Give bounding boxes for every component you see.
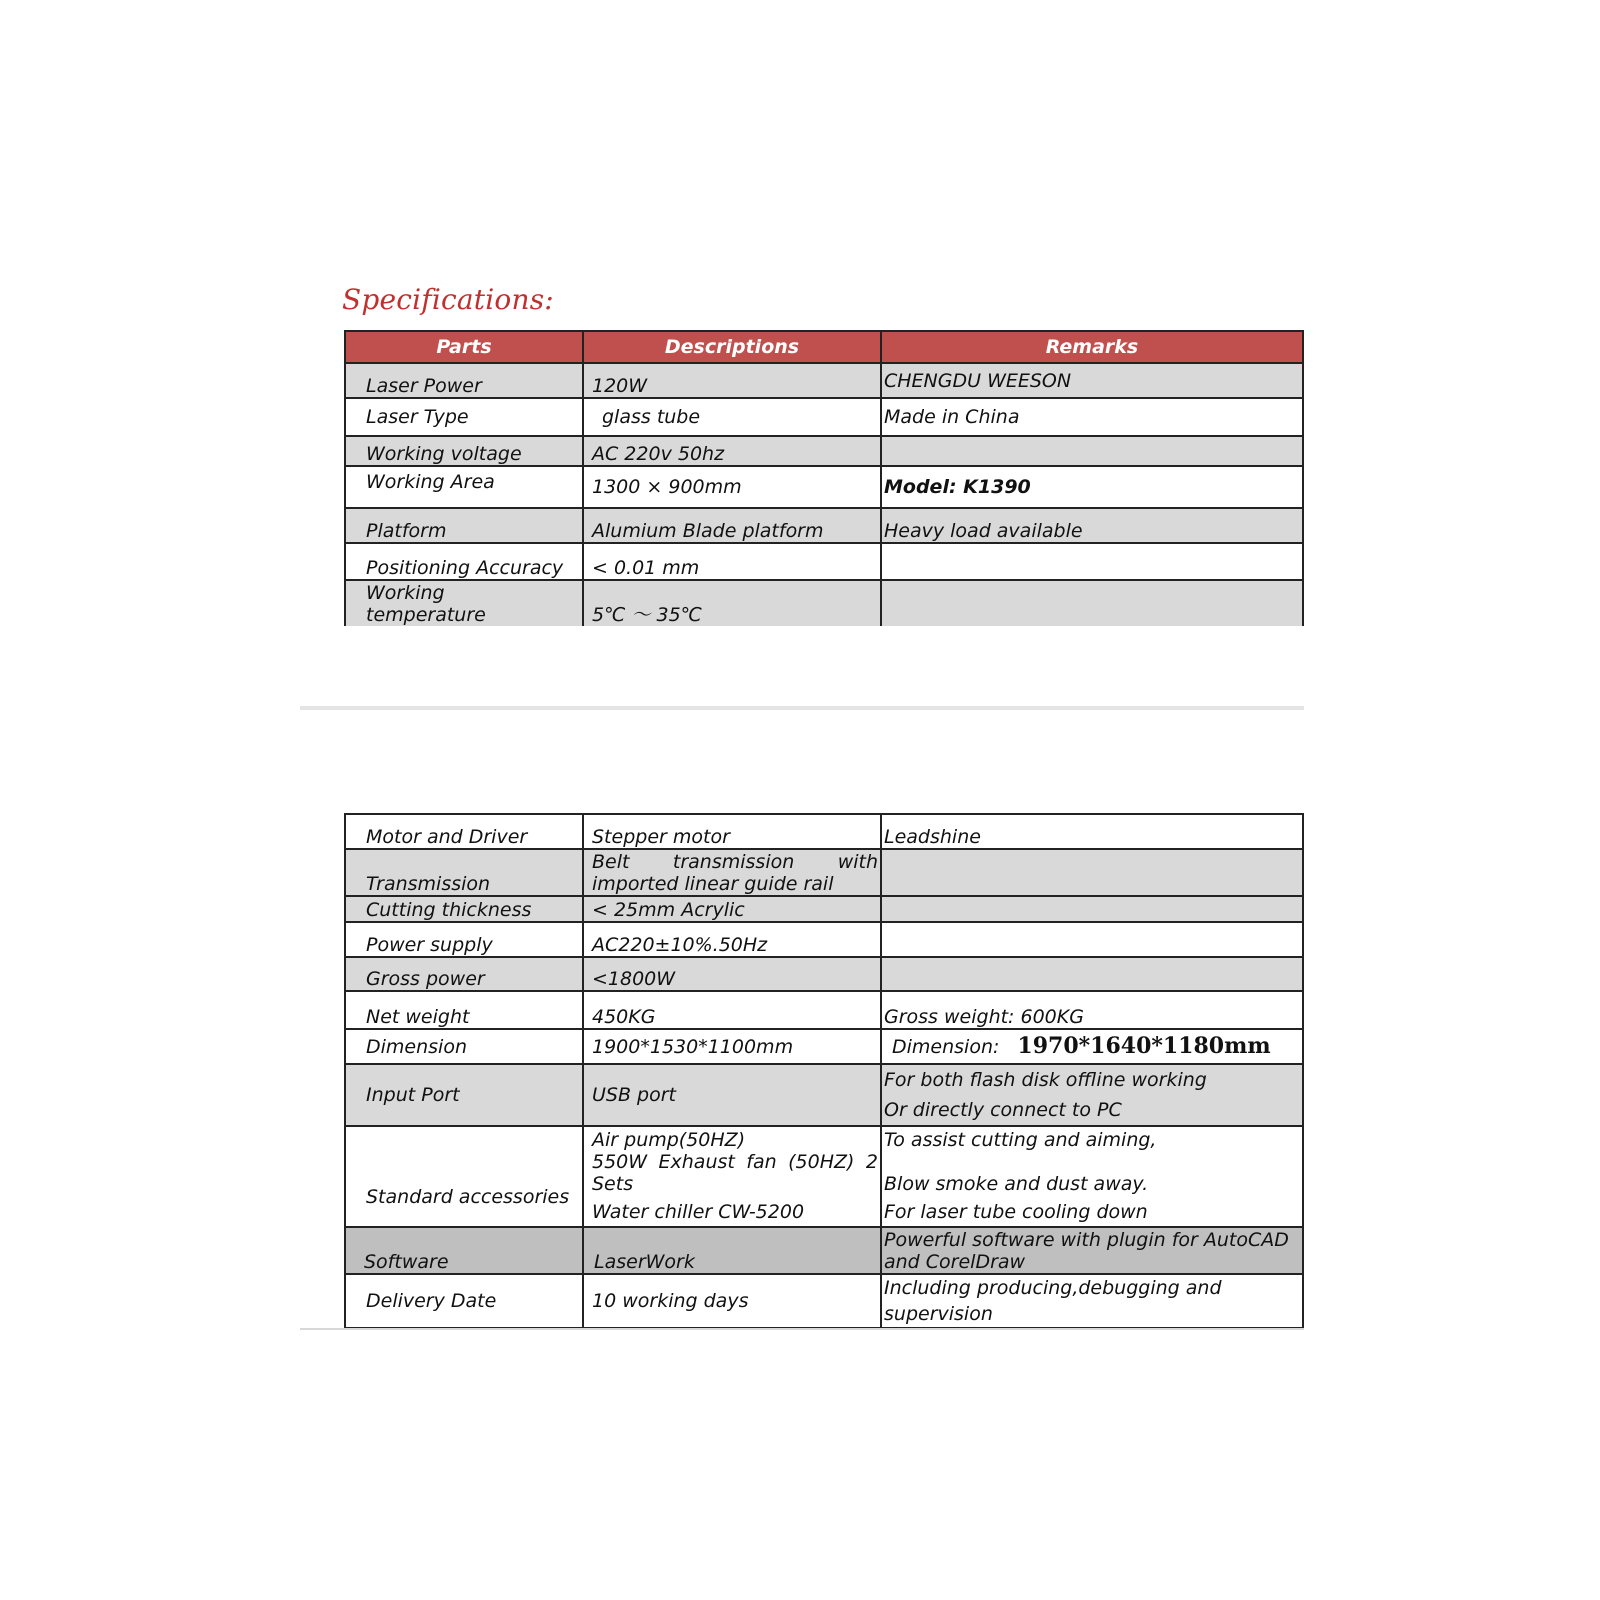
description-cell: AC 220v 50hz — [583, 436, 881, 466]
part-cell: Gross power — [345, 957, 583, 991]
description-line: imported linear guide rail — [592, 873, 834, 895]
remark-cell: CHENGDU WEESON — [881, 363, 1303, 398]
remark-cell — [881, 1274, 1303, 1328]
table-row — [345, 543, 1303, 580]
description-cell: USB port — [583, 1064, 881, 1126]
description-cell: 450KG — [583, 991, 881, 1029]
table-row — [345, 1227, 1303, 1274]
part-cell: Software — [345, 1227, 583, 1274]
table-row — [345, 922, 1303, 957]
remark-line: To assist cutting and aiming, — [884, 1129, 1157, 1151]
description-cell: LaserWork — [583, 1227, 881, 1274]
part-cell: Dimension — [345, 1029, 583, 1064]
table-row — [345, 1064, 1303, 1126]
part-cell: Net weight — [345, 991, 583, 1029]
remark-cell — [881, 436, 1303, 466]
part-cell: Laser Power — [345, 363, 583, 398]
table-row — [345, 1274, 1303, 1328]
remark-cell — [881, 957, 1303, 991]
table-row — [345, 957, 1303, 991]
description-cell — [583, 1126, 881, 1227]
remark-cell — [881, 1126, 1303, 1227]
description-cell: AC220±10%.50Hz — [583, 922, 881, 957]
description-cell: <1800W — [583, 957, 881, 991]
description-cell: 5℃ ～ 35℃ — [583, 580, 881, 626]
specifications-table-1 — [344, 330, 1304, 626]
remark-line: For laser tube cooling down — [884, 1201, 1148, 1223]
description-cell: < 25mm Acrylic — [583, 896, 881, 922]
remark-cell: Heavy load available — [881, 508, 1303, 543]
table-row — [345, 814, 1303, 849]
part-cell: Delivery Date — [345, 1274, 583, 1328]
remark-cell: Model: K1390 — [881, 466, 1303, 508]
description-cell: glass tube — [583, 398, 881, 436]
table-row — [345, 363, 1303, 398]
part-cell: Transmission — [345, 849, 583, 896]
description-line: Air pump(50HZ) — [592, 1129, 746, 1151]
remark-cell — [881, 1029, 1303, 1064]
remark-cell — [881, 580, 1303, 626]
remark-cell — [881, 1064, 1303, 1126]
remark-cell — [881, 922, 1303, 957]
header-parts: Parts — [345, 331, 583, 363]
description-cell: 1300 × 900mm — [583, 466, 881, 508]
header-descriptions: Descriptions — [583, 331, 881, 363]
table-row — [345, 849, 1303, 896]
description-cell — [583, 849, 881, 896]
description-cell: 10 working days — [583, 1274, 881, 1328]
table-row — [345, 896, 1303, 922]
remark-cell — [881, 896, 1303, 922]
description-cell: 1900*1530*1100mm — [583, 1029, 881, 1064]
remark-cell: Made in China — [881, 398, 1303, 436]
dimension-label: Dimension: — [892, 1036, 1000, 1058]
page-divider — [300, 1328, 1304, 1330]
part-cell — [345, 580, 583, 626]
description-cell: Alumium Blade platform — [583, 508, 881, 543]
part-cell: Input Port — [345, 1064, 583, 1126]
table-row — [345, 508, 1303, 543]
remark-cell — [881, 543, 1303, 580]
part-cell: Power supply — [345, 922, 583, 957]
part-cell: Platform — [345, 508, 583, 543]
description-line: Sets — [592, 1173, 634, 1195]
part-cell: Laser Type — [345, 398, 583, 436]
remark-line — [884, 1151, 1294, 1173]
part-cell: Cutting thickness — [345, 896, 583, 922]
table-row — [345, 1126, 1303, 1227]
remark-cell — [881, 1227, 1303, 1274]
remark-line: supervision — [884, 1303, 993, 1325]
description-line: Water chiller CW-5200 — [592, 1201, 805, 1223]
remark-line: Blow smoke and dust away. — [884, 1173, 1149, 1195]
part-cell: Working voltage — [345, 436, 583, 466]
remark-line: Including producing,debugging and — [884, 1277, 1222, 1299]
remark-line: For both flash disk offline working — [884, 1069, 1207, 1091]
table-row — [345, 466, 1303, 508]
table-row — [345, 580, 1303, 626]
part-cell: Motor and Driver — [345, 814, 583, 849]
part-cell: Positioning Accuracy — [345, 543, 583, 580]
table-row — [345, 398, 1303, 436]
part-line: Working — [366, 582, 445, 604]
dimension-value: 1970*1640*1180mm — [1017, 1033, 1271, 1059]
description-line: 550W Exhaust fan (50HZ) 2 — [592, 1151, 878, 1173]
header-remarks: Remarks — [881, 331, 1303, 363]
part-cell: Working Area — [345, 466, 583, 508]
table-row — [345, 1029, 1303, 1064]
table-row — [345, 436, 1303, 466]
description-cell: Stepper motor — [583, 814, 881, 849]
remark-line: and CorelDraw — [884, 1251, 1026, 1273]
description-line: Belt transmission with — [592, 851, 878, 873]
description-cell: < 0.01 mm — [583, 543, 881, 580]
table-header-row — [345, 331, 1303, 363]
description-cell: 120W — [583, 363, 881, 398]
specifications-table-2 — [344, 813, 1304, 1329]
part-line: temperature — [366, 604, 486, 626]
remark-line: Or directly connect to PC — [884, 1099, 1122, 1121]
remark-cell — [881, 849, 1303, 896]
page-divider — [300, 706, 1304, 710]
remark-cell: Leadshine — [881, 814, 1303, 849]
part-cell: Standard accessories — [345, 1126, 583, 1227]
page-title: Specifications: — [342, 283, 554, 316]
remark-cell: Gross weight: 600KG — [881, 991, 1303, 1029]
remark-line: Powerful software with plugin for AutoCAD — [884, 1229, 1289, 1251]
table-row — [345, 991, 1303, 1029]
